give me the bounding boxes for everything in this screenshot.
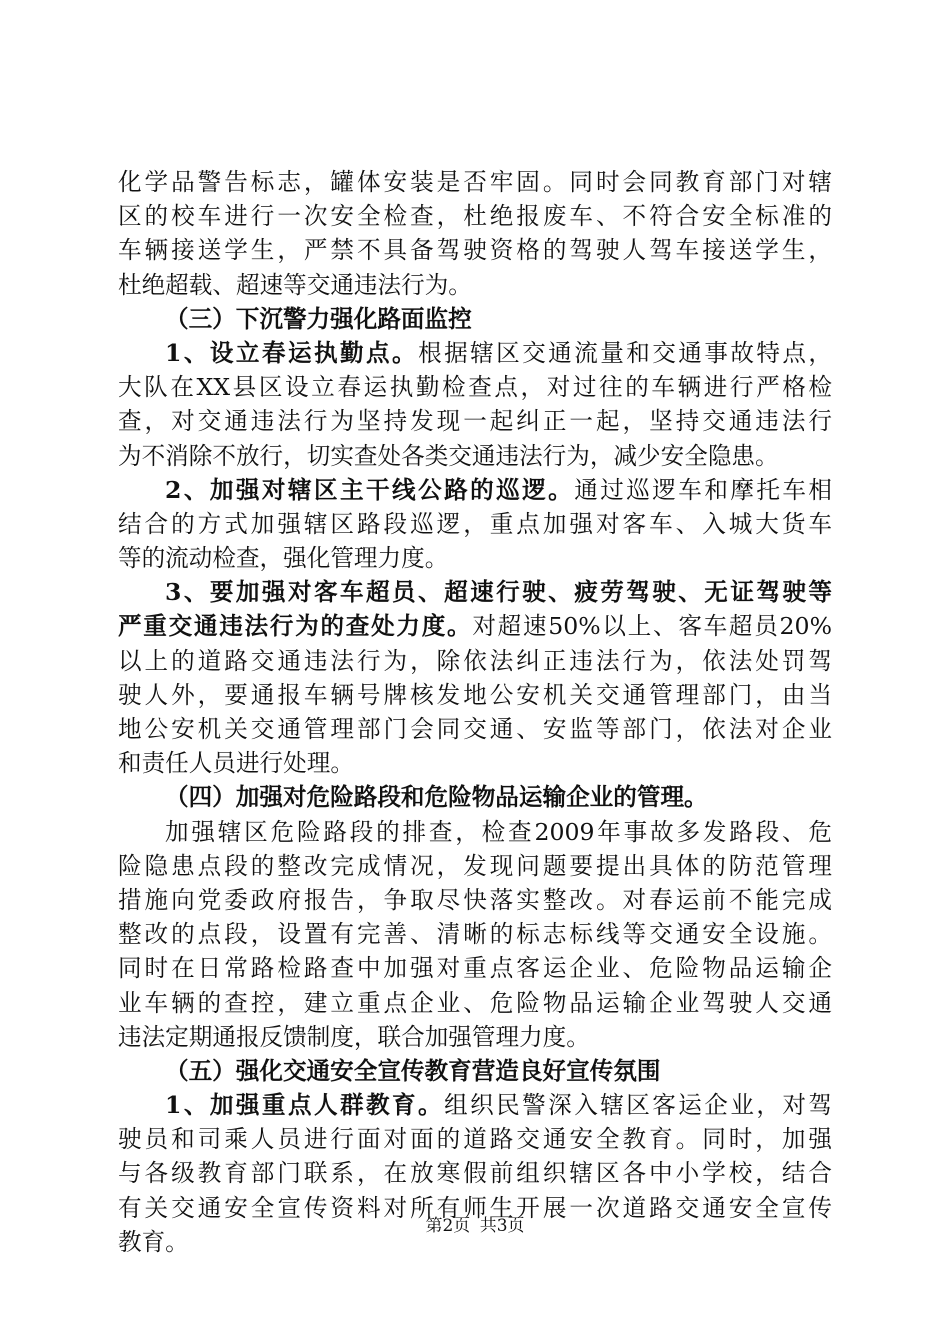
body-line: 杜绝超载、超速等交通违法行为。	[118, 270, 472, 299]
body-line: 整改的点段，设置有完善、清晰的标志标线等交通安全设施。	[118, 920, 832, 949]
body-line: 和责任人员进行处理。	[118, 749, 354, 778]
body-line: 险隐患点段的整改完成情况，发现问题要提出具体的防范管理	[118, 851, 832, 880]
body-line: 地公安机关交通管理部门会同交通、安监等部门，依法对企业	[118, 715, 832, 743]
body-line: 业车辆的查控，建立重点企业、危险物品运输企业驾驶人交通	[118, 988, 832, 1017]
section-heading-4: （四）加强对危险路段和危险物品运输企业的管理。	[165, 783, 708, 812]
section-heading-3: （三）下沉警力强化路面监控	[165, 304, 472, 333]
body-line: 为不消除不放行，切实查处各类交通违法行为，减少安全隐患。	[118, 441, 779, 470]
body-line: 驶员和司乘人员进行面对面的道路交通安全教育。同时，加强	[118, 1125, 832, 1154]
document-body	[118, 165, 832, 1259]
body-line: 同时在日常路检路查中加强对重点客运企业、危险物品运输企	[118, 954, 832, 983]
page-footer	[0, 1214, 950, 1238]
body-line: 区的校车进行一次安全检查，杜绝报废车、不符合安全标准的	[118, 202, 832, 231]
body-line: 大队在XX县区设立春运执勤检查点，对过往的车辆进行严格检	[118, 373, 832, 402]
item-3-2-first-line	[118, 473, 832, 507]
item-3-1-lead: 1、设立春运执勤点。	[165, 338, 419, 367]
item-3-2-lead: 2、加强对辖区主干线公路的巡逻。	[165, 475, 575, 504]
item-3-3-first-line	[118, 575, 832, 609]
body-line: 违法定期通报反馈制度，联合加强管理力度。	[118, 1022, 590, 1051]
body-line: 措施向党委政府报告，争取尽快落实整改。对春运前不能完成	[118, 885, 832, 914]
body-line: 结合的方式加强辖区路段巡逻，重点加强对客车、入城大货车	[118, 509, 832, 538]
body-line: 车辆接送学生，严禁不具备驾驶资格的驾驶人驾车接送学生，	[118, 236, 832, 265]
body-line: 有关交通安全宣传资料对所有师生开展一次道路交通安全宣传	[118, 1193, 832, 1222]
page-number: 第2页	[425, 1216, 471, 1236]
item-3-3-second-line	[118, 609, 832, 643]
body-line: 驶人外，要通报车辆号牌核发地公安机关交通管理部门，由当	[118, 680, 832, 709]
body-line: 加强辖区危险路段的排查，检查2009年事故多发路段、危	[165, 817, 832, 846]
item-5-1-rest: 组织民警深入辖区客运企业，对驾	[444, 1091, 832, 1120]
body-line: 等的流动检查，强化管理力度。	[118, 544, 449, 573]
item-3-3-lead-2: 严重交通违法行为的查处力度。	[118, 612, 473, 641]
item-3-2-rest: 通过巡逻车和摩托车相	[574, 475, 832, 504]
body-line: 查，对交通违法行为坚持发现一起纠正一起，坚持交通违法行	[118, 407, 832, 436]
body-line: 与各级教育部门联系，在放寒假前组织辖区各中小学校，结合	[118, 1159, 832, 1188]
section-heading-5: （五）强化交通安全宣传教育营造良好宣传氛围	[165, 1056, 661, 1085]
item-5-1-lead: 1、加强重点人群教育。	[165, 1091, 445, 1120]
page-total: 共3页	[479, 1216, 525, 1236]
item-3-1-rest: 根据辖区交通流量和交通事故特点，	[418, 338, 832, 367]
body-line: 以上的道路交通违法行为，除依法纠正违法行为，依法处罚驾	[118, 646, 832, 675]
item-5-1-first-line	[118, 1088, 832, 1122]
item-3-1-first-line	[118, 336, 832, 370]
body-line: 化学品警告标志，罐体安装是否牢固。同时会同教育部门对辖	[118, 168, 832, 196]
item-3-3-lead-1: 3、要加强对客车超员、超速行驶、疲劳驾驶、无证驾驶等	[165, 578, 832, 607]
body-line: 教育。	[118, 1227, 189, 1256]
item-3-3-rest: 对超速50%以上、客车超员20%	[472, 612, 832, 641]
